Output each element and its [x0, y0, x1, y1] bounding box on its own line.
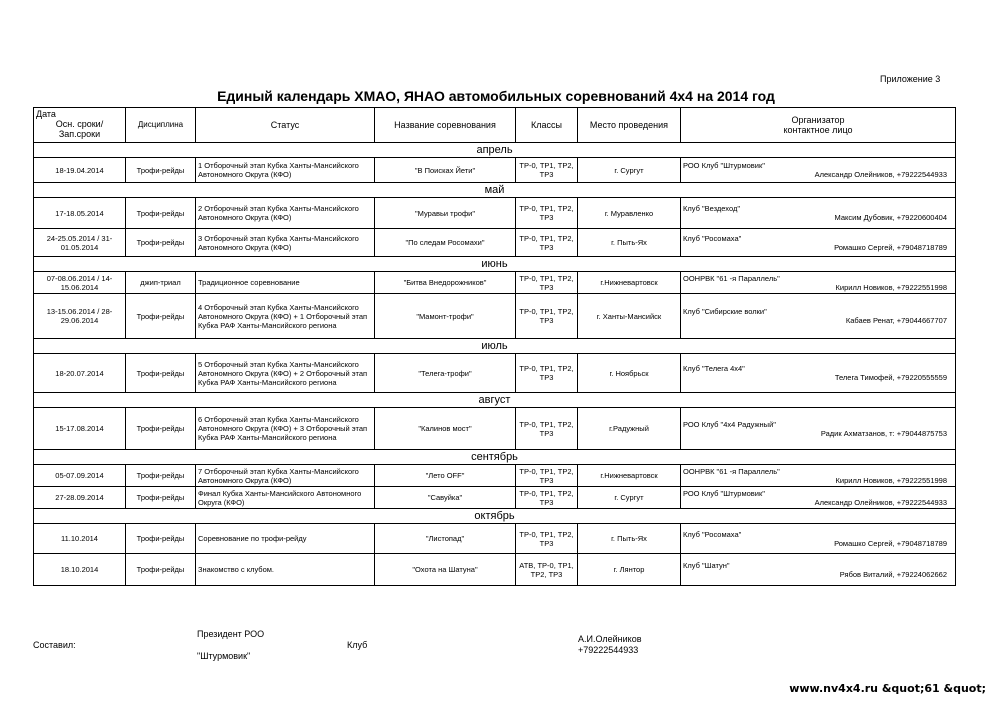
- calendar-table: [33, 107, 956, 586]
- header-organizer-label: Организатор: [791, 115, 845, 125]
- event-organizer: [681, 465, 956, 487]
- event-date: 11.10.2014: [34, 524, 126, 554]
- month-row: [34, 509, 956, 524]
- event-classes: ТР-0, ТР1, ТР2, ТР3: [516, 408, 578, 450]
- event-discipline: Трофи-рейды: [126, 487, 196, 509]
- event-organizer: [681, 408, 956, 450]
- event-organizer: [681, 354, 956, 393]
- table-row: [34, 554, 956, 586]
- organizer-name: Клуб "Шатун": [683, 560, 730, 570]
- organizer-contact: Кабаев Ренат, +79044667707: [845, 316, 947, 325]
- event-classes: ТР-0, ТР1, ТР2, ТР3: [516, 158, 578, 183]
- header-contact-label: контактное лицо: [783, 125, 853, 135]
- table-row: [34, 229, 956, 257]
- event-discipline: Трофи-рейды: [126, 294, 196, 339]
- event-organizer: [681, 294, 956, 339]
- event-name: "Муравьи трофи": [375, 198, 516, 229]
- event-organizer: [681, 158, 956, 183]
- event-date: 24-25.05.2014 / 31-01.05.2014: [34, 229, 126, 257]
- event-status: 5 Отборочный этап Кубка Ханты-Мансийского Автономного Округа (КФО) + 2 Отборочный этап Кубка РАФ Ханты-Мансийского региона: [196, 354, 375, 393]
- event-discipline: Трофи-рейды: [126, 524, 196, 554]
- event-organizer: [681, 554, 956, 586]
- organizer-name: Клуб "Росомаха": [683, 233, 742, 243]
- organizer-name: Клуб "Росомаха": [683, 529, 742, 539]
- table-row: [34, 354, 956, 393]
- footer-compiled: Составил:: [33, 640, 76, 650]
- header-classes: Классы: [516, 108, 578, 143]
- organizer-contact: Рябов Виталий, +79224062662: [839, 569, 947, 579]
- header-date-label: Дата: [36, 109, 56, 119]
- footer-club: Клуб: [347, 640, 368, 650]
- table-row: [34, 158, 956, 183]
- event-organizer: [681, 198, 956, 229]
- organizer-contact: Радик Ахматзанов, т: +79044875753: [820, 428, 947, 438]
- event-date: 05-07.09.2014: [34, 465, 126, 487]
- event-organizer: [681, 487, 956, 509]
- watermark: www.nv4x4.ru &quot;61 &quot;: [789, 682, 986, 695]
- header-status: Статус: [196, 108, 375, 143]
- table-header-row: [34, 108, 956, 143]
- month-row: [34, 183, 956, 198]
- organizer-name: Клуб "Сибирские волки": [683, 307, 767, 316]
- event-place: г. Лянтор: [578, 554, 681, 586]
- event-classes: ТР-0, ТР1, ТР2, ТР3: [516, 354, 578, 393]
- organizer-name: РОО Клуб "4x4 Радужный": [683, 419, 776, 429]
- footer-phone: +79222544933: [578, 645, 639, 655]
- event-classes: ТР-0, ТР1, ТР2, ТР3: [516, 229, 578, 257]
- table-row: [34, 408, 956, 450]
- event-classes: ТР-0, ТР1, ТР2, ТР3: [516, 465, 578, 487]
- event-status: Соревнование по трофи-рейду: [196, 524, 375, 554]
- footer-person: А.И.Олейников: [578, 634, 642, 644]
- event-classes: ТР-0, ТР1, ТР2, ТР3: [516, 272, 578, 294]
- table-row: [34, 465, 956, 487]
- event-discipline: Трофи-рейды: [126, 198, 196, 229]
- header-date-sub: Осн. сроки/ Зап.сроки: [55, 119, 104, 139]
- event-place: г. Ханты-Мансийск: [578, 294, 681, 339]
- organizer-contact: Александр Олейников, +79222544933: [814, 497, 947, 507]
- organizer-contact: Кирилл Новиков, +79222551998: [835, 475, 947, 485]
- event-classes: ТР-0, ТР1, ТР2, ТР3: [516, 198, 578, 229]
- event-date: 27-28.09.2014: [34, 487, 126, 509]
- organizer-contact: Ромашко Сергей, +79048718789: [834, 538, 947, 548]
- event-status: 2 Отборочный этап Кубка Ханты-Мансийского Автономного Округа (КФО): [196, 198, 375, 229]
- event-name: "Охота на Шатуна": [375, 554, 516, 586]
- footer-president: Президент РОО: [197, 629, 265, 639]
- table-row: [34, 198, 956, 229]
- header-date: [34, 108, 126, 143]
- event-name: "По следам Росомахи": [375, 229, 516, 257]
- event-place: г. Сургут: [578, 158, 681, 183]
- event-classes: ТР-0, ТР1, ТР2, ТР3: [516, 294, 578, 339]
- month-name: август: [34, 393, 956, 408]
- month-row: [34, 450, 956, 465]
- month-row: [34, 393, 956, 408]
- event-organizer: [681, 524, 956, 554]
- event-status: 4 Отборочный этап Кубка Ханты-Мансийского Автономного Округа (КФО) + 1 Отборочный этап Кубка РАФ Ханты-Мансийского региона: [196, 294, 375, 339]
- month-name: сентябрь: [34, 450, 956, 465]
- event-date: 18-20.07.2014: [34, 354, 126, 393]
- month-name: июль: [34, 339, 956, 354]
- event-name: "Савуйка": [375, 487, 516, 509]
- event-status: 7 Отборочный этап Кубка Ханты-Мансийского Автономного Округа (КФО): [196, 465, 375, 487]
- event-discipline: Трофи-рейды: [126, 158, 196, 183]
- organizer-contact: Телега Тимофей, +79220555559: [834, 373, 947, 382]
- month-row: [34, 143, 956, 158]
- event-place: г. Ноябрьск: [578, 354, 681, 393]
- event-organizer: [681, 229, 956, 257]
- month-row: [34, 339, 956, 354]
- header-discipline: Дисциплина: [126, 108, 196, 143]
- event-name: "Листопад": [375, 524, 516, 554]
- month-name: апрель: [34, 143, 956, 158]
- event-date: 18-19.04.2014: [34, 158, 126, 183]
- organizer-name: ООНРВК "61 -я Параллель": [683, 466, 780, 476]
- header-place: Место проведения: [578, 108, 681, 143]
- event-discipline: Трофи-рейды: [126, 229, 196, 257]
- event-name: "Калинов мост": [375, 408, 516, 450]
- event-place: г. Сургут: [578, 487, 681, 509]
- organizer-contact: Александр Олейников, +79222544933: [814, 170, 947, 179]
- appendix-label: Приложение 3: [880, 74, 941, 84]
- table-row: [34, 524, 956, 554]
- event-classes: ТР-0, ТР1, ТР2, ТР3: [516, 487, 578, 509]
- event-date: 13-15.06.2014 / 28-29.06.2014: [34, 294, 126, 339]
- organizer-name: Клуб "Телега 4x4": [683, 364, 745, 373]
- event-discipline: Трофи-рейды: [126, 465, 196, 487]
- event-discipline: Трофи-рейды: [126, 354, 196, 393]
- event-status: 1 Отборочный этап Кубка Ханты-Мансийского Автономного Округа (КФО): [196, 158, 375, 183]
- event-place: г. Муравленко: [578, 198, 681, 229]
- table-row: [34, 272, 956, 294]
- event-date: 18.10.2014: [34, 554, 126, 586]
- event-status: Финал Кубка Ханты-Мансийского Автономного Округа (КФО): [196, 487, 375, 509]
- organizer-name: Клуб "Вездеход": [683, 204, 740, 213]
- event-status: 6 Отборочный этап Кубка Ханты-Мансийского Автономного Округа (КФО) + 3 Отборочный этап Кубка РАФ Ханты-Мансийского региона: [196, 408, 375, 450]
- header-organizer: [681, 108, 956, 143]
- event-place: г.Нижневартовск: [578, 465, 681, 487]
- organizer-name: РОО Клуб "Штурмовик": [683, 488, 765, 498]
- month-name: май: [34, 183, 956, 198]
- event-date: 07-08.06.2014 / 14-15.06.2014: [34, 272, 126, 294]
- event-classes: АТВ, ТР-0, ТР1, ТР2, ТР3: [516, 554, 578, 586]
- event-discipline: Трофи-рейды: [126, 408, 196, 450]
- event-place: г. Пыть-Ях: [578, 229, 681, 257]
- event-date: 15-17.08.2014: [34, 408, 126, 450]
- organizer-contact: Кирилл Новиков, +79222551998: [835, 282, 947, 292]
- event-discipline: джип-триал: [126, 272, 196, 294]
- event-classes: ТР-0, ТР1, ТР2, ТР3: [516, 524, 578, 554]
- event-organizer: [681, 272, 956, 294]
- organizer-name: ООНРВК "61 -я Параллель": [683, 273, 780, 283]
- event-discipline: Трофи-рейды: [126, 554, 196, 586]
- event-status: Традиционное соревнование: [196, 272, 375, 294]
- calendar-table-body: [34, 108, 956, 586]
- organizer-contact: Ромашко Сергей, +79048718789: [834, 242, 947, 252]
- event-place: г. Пыть-Ях: [578, 524, 681, 554]
- document-title: Единый календарь ХМАО, ЯНАО автомобильных соревнований 4x4 на 2014 год: [217, 88, 775, 104]
- event-date: 17-18.05.2014: [34, 198, 126, 229]
- organizer-name: РОО Клуб "Штурмовик": [683, 161, 765, 170]
- organizer-contact: Максим Дубовик, +79220600404: [834, 213, 947, 222]
- table-row: [34, 487, 956, 509]
- table-row: [34, 294, 956, 339]
- event-name: "Мамонт-трофи": [375, 294, 516, 339]
- month-name: октябрь: [34, 509, 956, 524]
- header-name: Название соревнования: [375, 108, 516, 143]
- event-name: "Лето OFF": [375, 465, 516, 487]
- month-row: [34, 257, 956, 272]
- event-status: Знакомство с клубом.: [196, 554, 375, 586]
- event-name: "Битва Внедорожников": [375, 272, 516, 294]
- month-name: июнь: [34, 257, 956, 272]
- event-name: "Телега-трофи": [375, 354, 516, 393]
- event-place: г.Нижневартовск: [578, 272, 681, 294]
- event-place: г.Радужный: [578, 408, 681, 450]
- event-name: "В Поисках Йети": [375, 158, 516, 183]
- footer-club-name: "Штурмовик": [197, 651, 251, 661]
- event-status: 3 Отборочный этап Кубка Ханты-Мансийского Автономного Округа (КФО): [196, 229, 375, 257]
